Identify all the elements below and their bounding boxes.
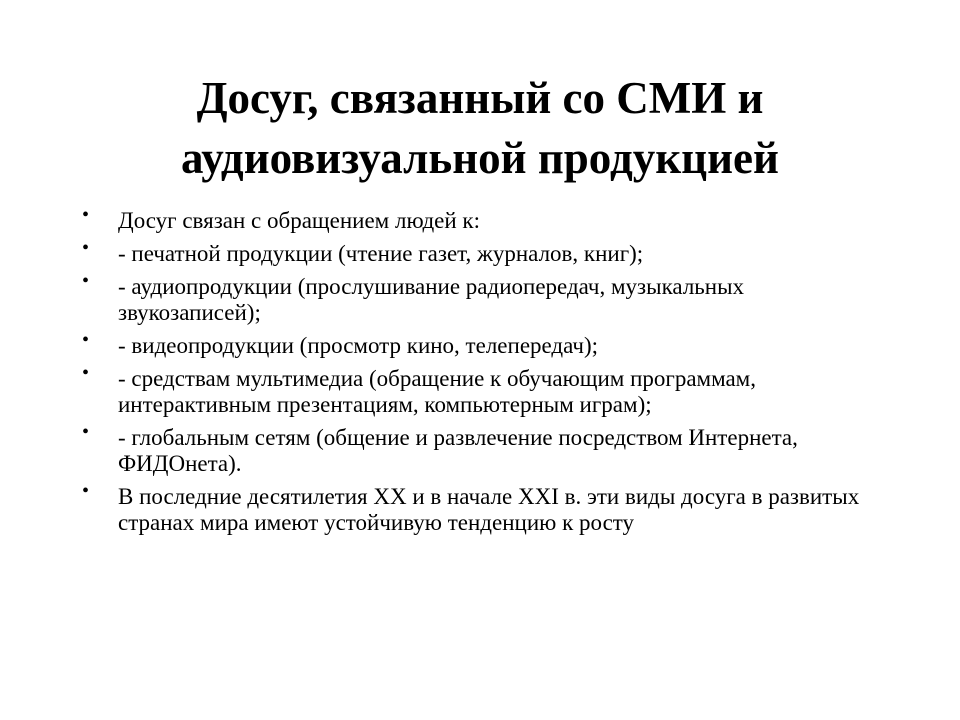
bullet-text: - видеопродукции (просмотр кино, телепередач); — [118, 333, 599, 358]
bullet-item-intro — [82, 204, 882, 234]
bullet-icon: • — [82, 421, 90, 443]
bullet-text: - средствам мультимедиа (обращение к обучающим программам, интерактивным презентациям, компьютерным играм); — [118, 366, 756, 417]
slide-title-line-2: аудиовизуальной продукцией — [181, 133, 779, 183]
slide-title-line-1: Досуг, связанный со СМИ и — [196, 73, 764, 123]
bullet-icon: • — [82, 204, 90, 226]
bullet-list — [82, 204, 882, 536]
slide-title — [60, 68, 900, 188]
bullet-item-trend — [82, 480, 882, 536]
bullet-text: Досуг связан с обращением людей к: — [118, 208, 480, 233]
bullet-text: - аудиопродукции (прослушивание радиопередач, музыкальных звукозаписей); — [118, 274, 745, 325]
bullet-item-audio — [82, 270, 882, 326]
bullet-text: - печатной продукции (чтение газет, журналов, книг); — [118, 241, 644, 266]
bullet-item-multimedia — [82, 362, 882, 418]
bullet-text: В последние десятилетия XX и в начале XXI в. эти виды досуга в развитых странах мира имеют устойчивую тенденцию к росту — [118, 484, 860, 535]
bullet-icon: • — [82, 480, 90, 502]
bullet-item-print — [82, 237, 882, 267]
bullet-icon: • — [82, 362, 90, 384]
bullet-icon: • — [82, 270, 90, 292]
bullet-item-networks — [82, 421, 882, 477]
bullet-item-video — [82, 329, 882, 359]
bullet-icon: • — [82, 237, 90, 259]
bullet-icon: • — [82, 329, 90, 351]
bullet-text: - глобальным сетям (общение и развлечение посредством Интернета, ФИДОнета). — [118, 425, 798, 476]
